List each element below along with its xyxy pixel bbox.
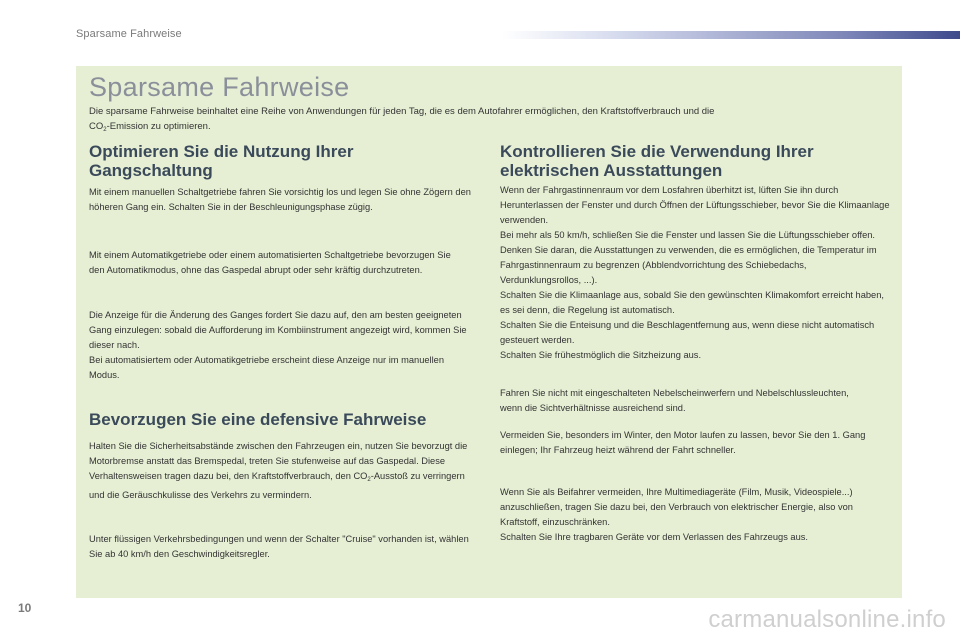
heading-defensive-driving: Bevorzugen Sie eine defensive Fahrweise xyxy=(89,410,427,429)
paragraph-winter-engine: Vermeiden Sie, besonders im Winter, den Motor laufen zu lassen, bevor Sie den 1. Gang einlegen; Ihr Fahrzeug heizt während der Fahrt schneller. xyxy=(500,430,866,455)
climate-ventilate-text: Wenn der Fahrgastinnenraum vor dem Losfahren überhitzt ist, lüften Sie ihn durch Herunterlassen der Fenster und durch Öffnen der Lüftungsschieber, bevor Sie die Klimaanlage verwenden. xyxy=(500,185,890,225)
heading-electrical-equipment: Kontrollieren Sie die Verwendung Ihrer elektrischen Ausstattungen xyxy=(500,142,814,180)
paragraph-cruise-control: Unter flüssigen Verkehrsbedingungen und wenn der Schalter "Cruise" vorhanden ist, wählen Sie ab 40 km/h den Geschwindigkeitsregler. xyxy=(89,534,469,559)
paragraph-climate xyxy=(500,183,890,363)
paragraph-manual-gearbox: Mit einem manuellen Schaltgetriebe fahren Sie vorsichtig los und legen Sie ohne Zögern den höheren Gang ein. Schalten Sie in der Beschleunigungsphase zügig. xyxy=(89,187,471,212)
multimedia-devices-text: Schalten Sie Ihre tragbaren Geräte vor dem Verlassen des Fahrzeugs aus. xyxy=(500,532,809,542)
page-title: Sparsame Fahrweise xyxy=(89,72,350,102)
intro-co2-subscript: 2 xyxy=(103,127,107,133)
intro-text-pre: Die sparsame Fahrweise beinhaltet eine Reihe von Anwendungen für jeden Tag, die es dem Autofahrer ermöglichen, den Kraftstoffverbrauch und die xyxy=(89,106,715,117)
climate-ac-off-text: Schalten Sie die Klimaanlage aus, sobald Sie den gewünschten Klimakomfort erreicht haben, es sei denn, die Regelung ist automatisch. xyxy=(500,290,884,315)
safety-distance-text-post: -Ausstoß zu verringern und die Geräuschkulisse des Verkehrs zu vermindern. xyxy=(89,471,465,500)
intro-co2: CO xyxy=(89,121,104,132)
heading-gear-usage: Optimieren Sie die Nutzung Ihrer Gangschaltung xyxy=(89,142,354,180)
paragraph-safety-distance xyxy=(89,439,474,503)
safety-distance-co2-subscript: 2 xyxy=(367,477,371,483)
running-header-title: Sparsame Fahrweise xyxy=(76,28,182,40)
header-gradient-bar xyxy=(502,31,960,39)
climate-speed-text: Bei mehr als 50 km/h, schließen Sie die Fenster und lassen Sie die Lüftungsschieber offen. xyxy=(500,230,876,240)
gear-indicator-note: Bei automatisiertem oder Automatikgetriebe erscheint diese Anzeige nur im manuellen Modus. xyxy=(89,355,445,380)
intro-text-post: -Emission zu optimieren. xyxy=(106,121,211,132)
page-number: 10 xyxy=(18,601,32,615)
safety-distance-text-pre: Halten Sie die Sicherheitsabstände zwischen den Fahrzeugen ein, nutzen Sie bevorzugt die Motorbremse anstatt das Bremspedal, treten Sie stufenweise auf das Gaspedal. Diese Verhaltensweisen tragen dazu bei, den Kraftstoffverbrauch, den CO xyxy=(89,441,468,481)
paragraph-gear-indicator xyxy=(89,308,474,383)
paragraph-automatic-gearbox: Mit einem Automatikgetriebe oder einem automatisierten Schaltgetriebe bevorzugen Sie den Automatikmodus, ohne das Gaspedal abrupt oder sehr kräftig durchzutreten. xyxy=(89,250,451,275)
climate-seat-heating-text: Schalten Sie frühestmöglich die Sitzheizung aus. xyxy=(500,350,702,360)
intro-paragraph xyxy=(89,104,869,138)
paragraph-fog-lights: Fahren Sie nicht mit eingeschalteten Nebelscheinwerfern und Nebelschlussleuchten, wenn die Sichtverhältnisse ausreichend sind. xyxy=(500,388,849,413)
gear-indicator-text: Die Anzeige für die Änderung des Ganges fordert Sie dazu auf, den am besten geeigneten Gang einzulegen: sobald die Aufforderung im Kombiinstrument angezeigt wird, kommen Sie dieser nach. xyxy=(89,310,467,350)
multimedia-text: Wenn Sie als Beifahrer vermeiden, Ihre Multimediageräte (Film, Musik, Videospiele...) anzuschließen, tragen Sie dazu bei, den Verbrauch von elektrischer Energie, also von Kraftstoff, einzuschränken. xyxy=(500,487,853,527)
paragraph-multimedia xyxy=(500,485,870,545)
climate-defrost-text: Schalten Sie die Enteisung und die Beschlagentfernung aus, wenn diese nicht automatisch gesteuert werden. xyxy=(500,320,875,345)
climate-equipment-text: Denken Sie daran, die Ausstattungen zu verwenden, die es ermöglichen, die Temperatur im Fahrgastinnenraum zu begrenzen (Abblendvorrichtung des Schiebedachs, Verdunklungsrollos, ...). xyxy=(500,245,877,285)
watermark-text: carmanualsonline.info xyxy=(708,606,946,633)
